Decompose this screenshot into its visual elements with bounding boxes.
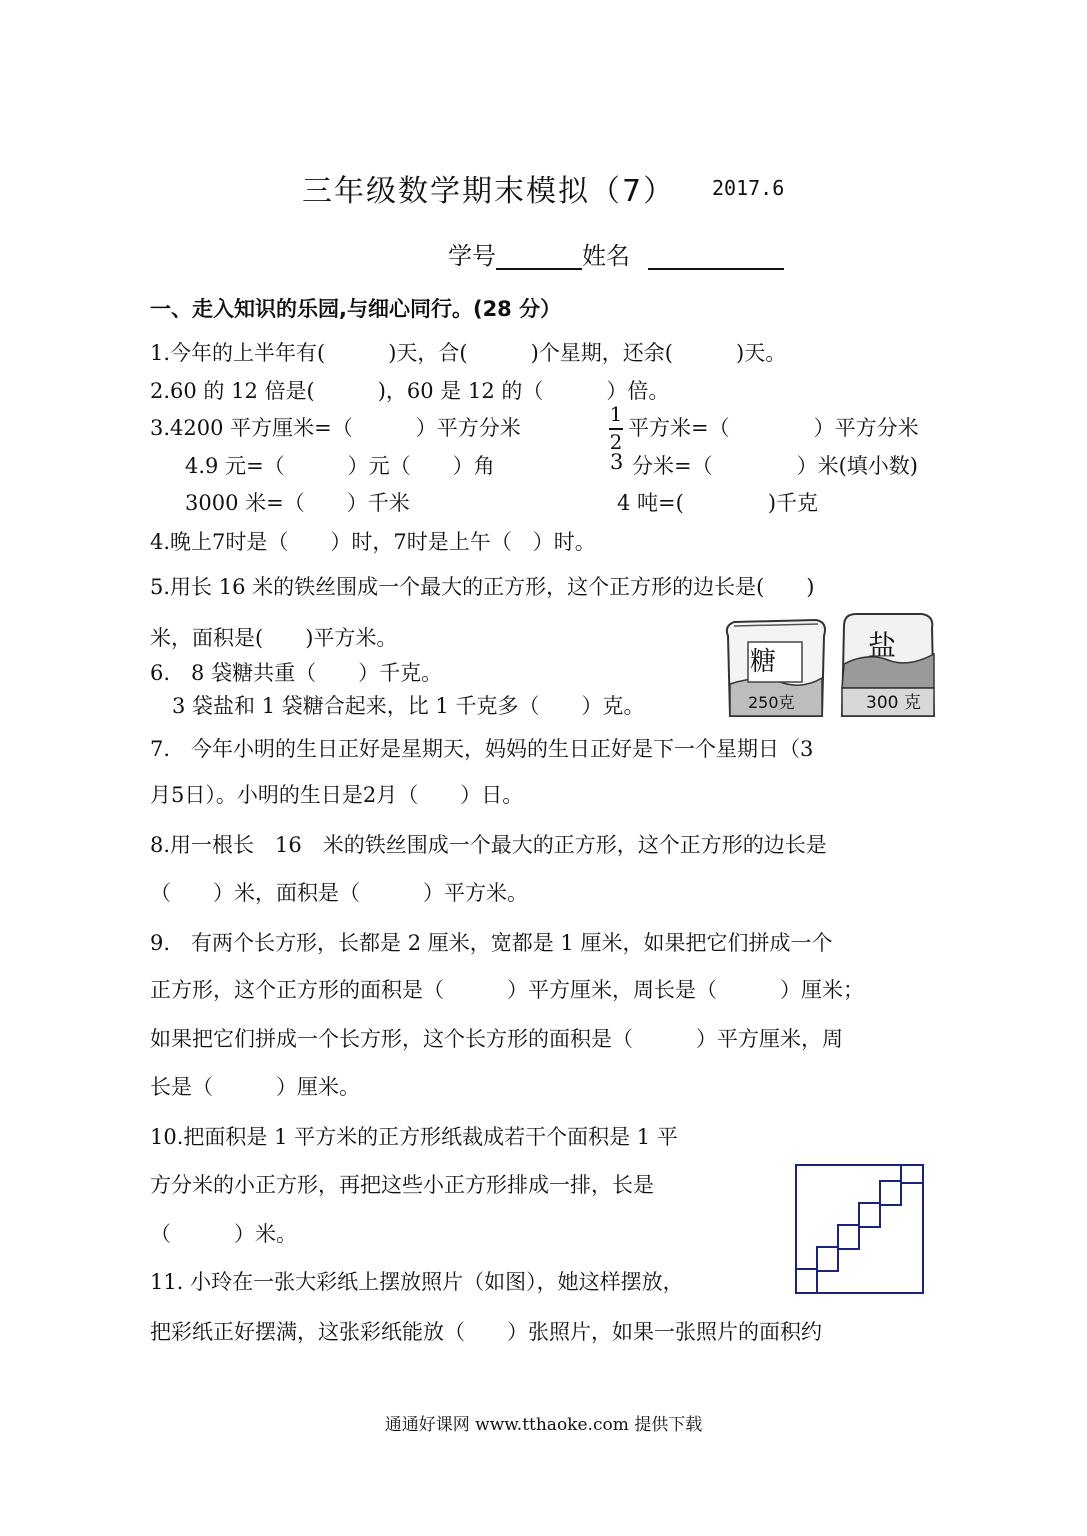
- sugar-bag-label: 糖: [750, 647, 777, 677]
- footer-source: 通通好课网 www.tthaoke.com 提供下载: [384, 1415, 703, 1435]
- question-6-line-1: 6. 8 袋糖共重（ ）千克。: [150, 661, 443, 685]
- question-7-line-2: 月5日）。小明的生日是2月（ ）日。: [150, 783, 524, 807]
- salt-bag-weight: 300 克: [866, 693, 921, 713]
- question-11-line-1: 11. 小玲在一张大彩纸上摆放照片（如图），她这样摆放，: [150, 1270, 684, 1294]
- sugar-bag-weight: 250克: [748, 693, 795, 712]
- question-3-row-1-left: 3.4200 平方厘米=（ ）平方分米: [150, 416, 521, 440]
- student-name-field[interactable]: [648, 244, 784, 270]
- question-9-line-1: 9. 有两个长方形，长都是 2 厘米，宽都是 1 厘米，如果把它们拼成一个: [150, 931, 833, 955]
- fraction-numerator: 1: [609, 402, 623, 426]
- question-3-row-1-right: 平方米=（ ）平方分米: [628, 416, 919, 440]
- question-10-line-1: 10.把面积是 1 平方米的正方形纸裁成若干个面积是 1 平: [150, 1125, 678, 1149]
- question-3-row-2-right: 分米=（ ）米(填小数): [632, 454, 918, 478]
- question-3-row-3-left: 3000 米=（ ）千米: [185, 491, 410, 515]
- question-9-line-2: 正方形，这个正方形的面积是（ ）平方厘米，周长是（ ）厘米；: [150, 978, 864, 1002]
- page-title: 三年级数学期末模拟（7）: [302, 174, 676, 209]
- student-id-label: 学号: [448, 242, 496, 270]
- fraction-denominator: 2: [609, 430, 623, 454]
- question-6-line-2: 3 袋盐和 1 袋糖合起来，比 1 千克多（ ）克。: [172, 694, 645, 718]
- question-10-line-3: （ ）米。: [150, 1222, 297, 1246]
- question-3-row-3-right: 4 吨=( )千克: [617, 491, 819, 515]
- question-3-row-2-left: 4.9 元=（ ）元（ ）角: [185, 454, 495, 478]
- student-id-field[interactable]: [496, 244, 582, 270]
- question-9-line-3: 如果把它们拼成一个长方形，这个长方形的面积是（ ）平方厘米，周: [150, 1027, 843, 1051]
- question-8-line-2: （ ）米，面积是（ ）平方米。: [150, 881, 528, 905]
- question-11-line-2: 把彩纸正好摆满，这张彩纸能放（ ）张照片，如果一张照片的面积约: [150, 1320, 822, 1344]
- question-7-line-1: 7. 今年小明的生日正好是星期天，妈妈的生日正好是下一个星期日（3: [150, 737, 814, 761]
- question-3-row-2-number: 3: [610, 450, 624, 474]
- question-1: 1.今年的上半年有( )天，合( )个星期，还余( )天。: [150, 341, 787, 365]
- question-5-line-1: 5.用长 16 米的铁丝围成一个最大的正方形，这个正方形的边长是( ): [150, 575, 815, 599]
- photo-arrangement-figure: [795, 1164, 925, 1296]
- question-4: 4.晚上7时是（ ）时，7时是上午（ ）时。: [150, 530, 596, 554]
- salt-bag-label: 盐: [868, 629, 897, 662]
- question-2: 2.60 的 12 倍是( )，60 是 12 的（ ）倍。: [150, 379, 670, 403]
- student-info-line: [448, 236, 784, 271]
- question-5-line-2: 米，面积是( )平方米。: [150, 626, 398, 650]
- section-heading: 一、走入知识的乐园,与细心同行。(28 分）: [150, 297, 562, 321]
- question-8-line-1: 8.用一根长 16 米的铁丝围成一个最大的正方形，这个正方形的边长是: [150, 833, 827, 857]
- student-name-label: 姓名: [582, 242, 630, 270]
- exam-date: 2017.6: [712, 176, 785, 200]
- question-9-line-4: 长是（ ）厘米。: [150, 1075, 360, 1099]
- question-10-line-2: 方分米的小正方形，再把这些小正方形排成一排，长是: [150, 1173, 654, 1197]
